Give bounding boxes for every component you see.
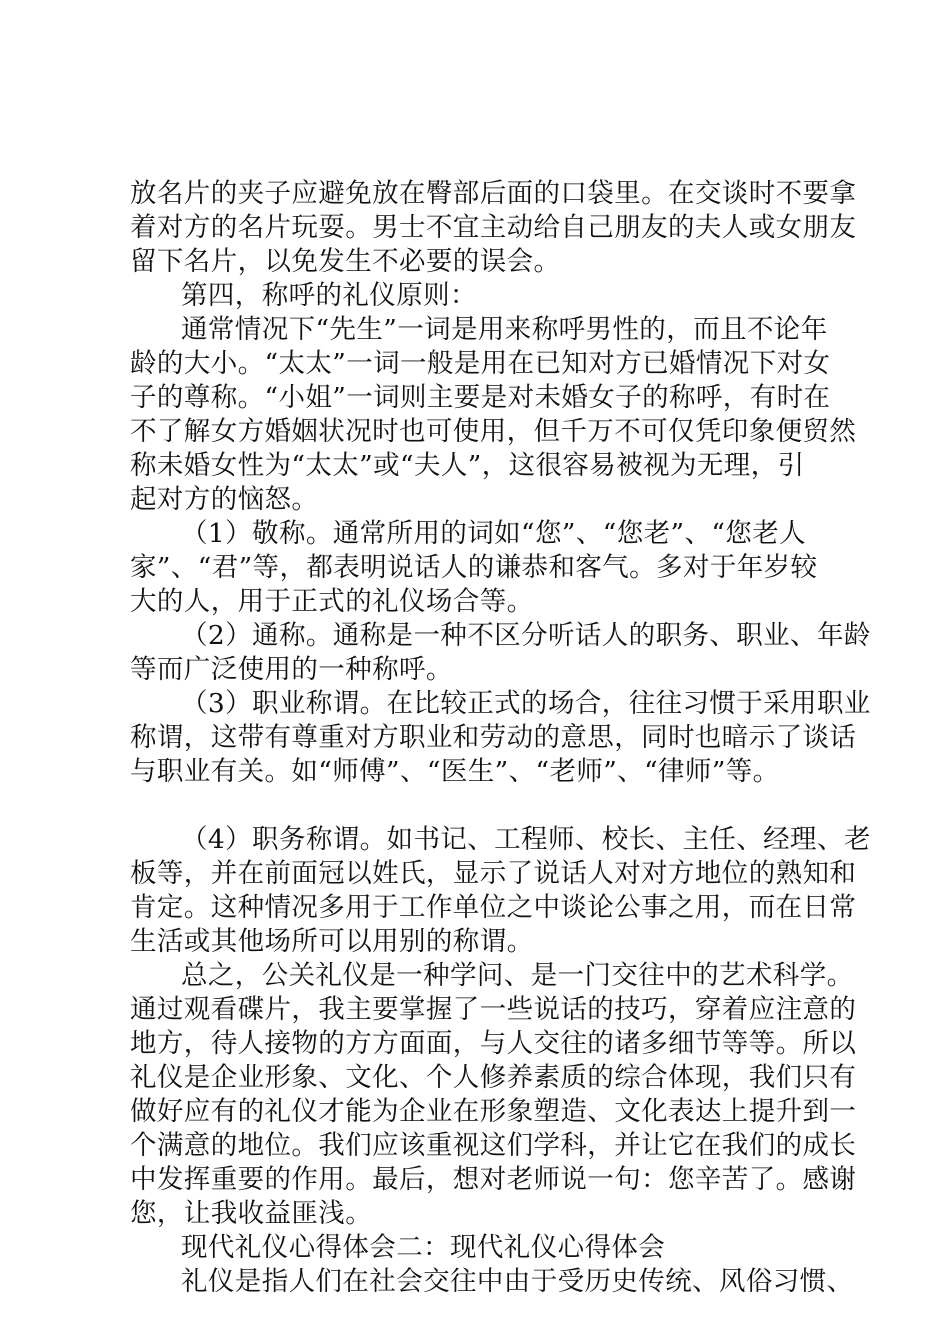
text-line: 着对方的名片玩耍。男士不宜主动给自己朋友的夫人或女朋友: [130, 212, 857, 243]
text-line: 通常情况下“先生”一词是用来称呼男性的，而且不论年: [181, 314, 828, 345]
text-line: 您，让我收益匪浅。: [130, 1198, 373, 1229]
text-line: 总之，公关礼仪是一种学问、是一门交往中的艺术科学。: [181, 960, 854, 991]
text-line: 礼仪是企业形象、文化、个人修养素质的综合体现，我们只有: [130, 1062, 857, 1093]
text-line: 起对方的恼怒。: [130, 484, 319, 515]
text-line: 留下名片，以免发生不必要的误会。: [130, 246, 561, 277]
text-line: 放名片的夹子应避免放在臀部后面的口袋里。在交谈时不要拿: [130, 178, 857, 209]
text-line: 礼仪是指人们在社会交往中由于受历史传统、风俗习惯、: [181, 1266, 854, 1297]
text-line: 大的人，用于正式的礼仪场合等。: [130, 586, 534, 617]
text-line: 称谓，这带有尊重对方职业和劳动的意思，同时也暗示了谈话: [130, 722, 857, 753]
section-heading: 现代礼仪心得体会二：现代礼仪心得体会: [181, 1232, 666, 1263]
text-line: （3）职业称谓。在比较正式的场合，往往习惯于采用职业: [181, 688, 871, 719]
text-line: （2）通称。通称是一种不区分听话人的职务、职业、年龄: [181, 620, 871, 651]
text-line: 中发挥重要的作用。最后，想对老师说一句：您辛苦了。感谢: [130, 1164, 857, 1195]
text-line: （1）敬称。通常所用的词如“您”、“您老”、“您老人: [181, 518, 806, 549]
text-line: 地方，待人接物的方方面面，与人交往的诸多细节等等。所以: [130, 1028, 857, 1059]
text-line: 家”、“君”等，都表明说话人的谦恭和客气。多对于年岁较: [130, 552, 818, 583]
text-line: 做好应有的礼仪才能为企业在形象塑造、文化表达上提升到一: [130, 1096, 857, 1127]
text-line: 生活或其他场所可以用别的称谓。: [130, 926, 534, 957]
text-line: 通过观看碟片，我主要掌握了一些说话的技巧，穿着应注意的: [130, 994, 857, 1025]
text-line: 与职业有关。如“师傅”、“医生”、“老师”、“律师”等。: [130, 756, 780, 787]
text-line: （4）职务称谓。如书记、工程师、校长、主任、经理、老: [181, 824, 871, 855]
text-line: 个满意的地位。我们应该重视这们学科，并让它在我们的成长: [130, 1130, 857, 1161]
text-line: 等而广泛使用的一种称呼。: [130, 654, 453, 685]
text-line: 子的尊称。“小姐”一词则主要是对未婚女子的称呼，有时在: [130, 382, 831, 413]
text-line: 板等，并在前面冠以姓氏，显示了说话人对对方地位的熟知和: [130, 858, 857, 889]
section-heading: 第四，称呼的礼仪原则：: [181, 280, 477, 311]
text-line: 称未婚女性为“太太”或“夫人”，这很容易被视为无理，引: [130, 450, 805, 481]
text-line: 肯定。这种情况多用于工作单位之中谈论公事之用，而在日常: [130, 892, 857, 923]
text-line: 不了解女方婚姻状况时也可使用，但千万不可仅凭印象便贸然: [130, 416, 857, 447]
text-line: 龄的大小。“太太”一词一般是用在已知对方已婚情况下对女: [130, 348, 831, 379]
